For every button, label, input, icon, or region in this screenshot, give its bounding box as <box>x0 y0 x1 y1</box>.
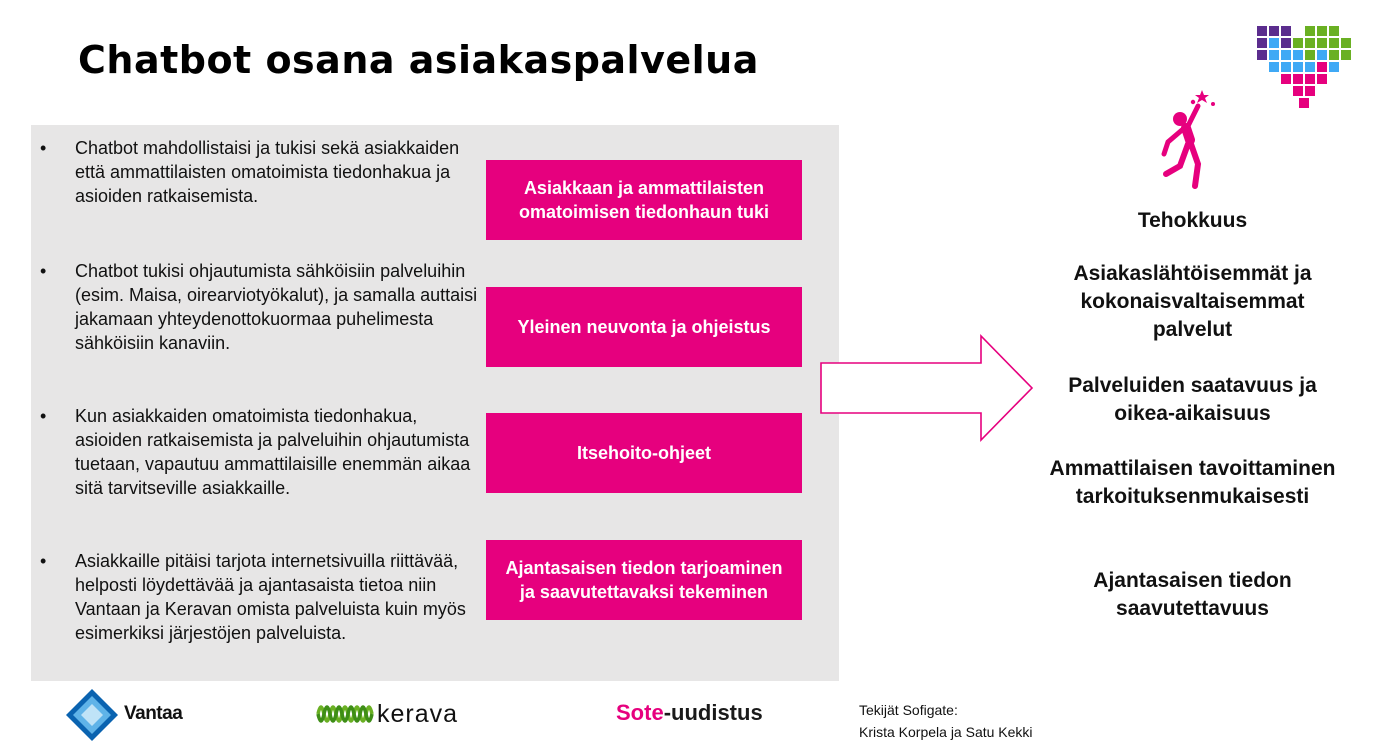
sote-logo-part1: Sote <box>616 700 664 725</box>
benefit-item: Tehokkuus <box>1137 209 1248 232</box>
slide-title: Chatbot osana asiakaspalvelua <box>78 38 759 82</box>
sote-uudistus-logo <box>616 700 763 726</box>
vantaa-logo-icon <box>64 688 120 742</box>
topic-box: Ajantasaisen tiedon tarjoaminen ja saavutettavaksi tekeminen <box>486 540 802 620</box>
benefit-item: Ammattilaisen tavoittaminen tarkoituksenmukaisesti <box>1049 457 1336 508</box>
benefit-item: Ajantasaisen tiedon saavutettavuus <box>1093 569 1292 620</box>
sote-logo-part2: -uudistus <box>663 700 763 725</box>
bullet-item: • Kun asiakkaiden omatoimista tiedonhakua, asioiden ratkaisemista ja palveluihin ohjautumista tuetaan, vapautuu ammattilaisille enemmän aikaa sitä tarvitseville asiakkaille. <box>40 404 480 500</box>
bullet-item: • Asiakkaille pitäisi tarjota internetsivuilla riittävää, helposti löydettävää ja ajantasaista tietoa niin Vantaan ja Keravan omista palveluista kuin myös esimerkiksi järjestöjen palveluista. <box>40 549 480 645</box>
topic-box: Yleinen neuvonta ja ohjeistus <box>486 287 802 367</box>
bullet-item: • Chatbot tukisi ohjautumista sähköisiin palveluihin (esim. Maisa, oirearviotyökalut), ja samalla auttaisi jakamaan yhteydenottokuormaa puhelimesta sähköisiin kanaviin. <box>40 259 480 355</box>
topic-box: Itsehoito-ohjeet <box>486 413 802 493</box>
credits-line-1: Tekijät Sofigate: <box>859 702 958 718</box>
reaching-person-icon <box>1160 88 1218 190</box>
bullet-item: • Chatbot mahdollistaisi ja tukisi sekä asiakkaiden että ammattilaisten omatoimista tiedonhakua ja asioiden ratkaisemista. <box>40 136 480 208</box>
vantaa-logo-text: Vantaa <box>124 703 183 724</box>
kerava-logo-icon <box>316 698 374 730</box>
benefit-item: Palveluiden saatavuus ja oikea-aikaisuus <box>1068 374 1317 425</box>
benefit-item: Asiakaslähtöisemmät ja kokonaisvaltaisemmat palvelut <box>1073 262 1312 341</box>
topic-box: Asiakkaan ja ammattilaisten omatoimisen tiedonhaun tuki <box>486 160 802 240</box>
pixel-heart-icon <box>1255 24 1355 108</box>
credits-line-2: Krista Korpela ja Satu Kekki <box>859 724 1033 740</box>
credits <box>859 699 1033 743</box>
kerava-logo-text: kerava <box>377 700 459 728</box>
right-arrow-icon <box>818 333 1038 443</box>
